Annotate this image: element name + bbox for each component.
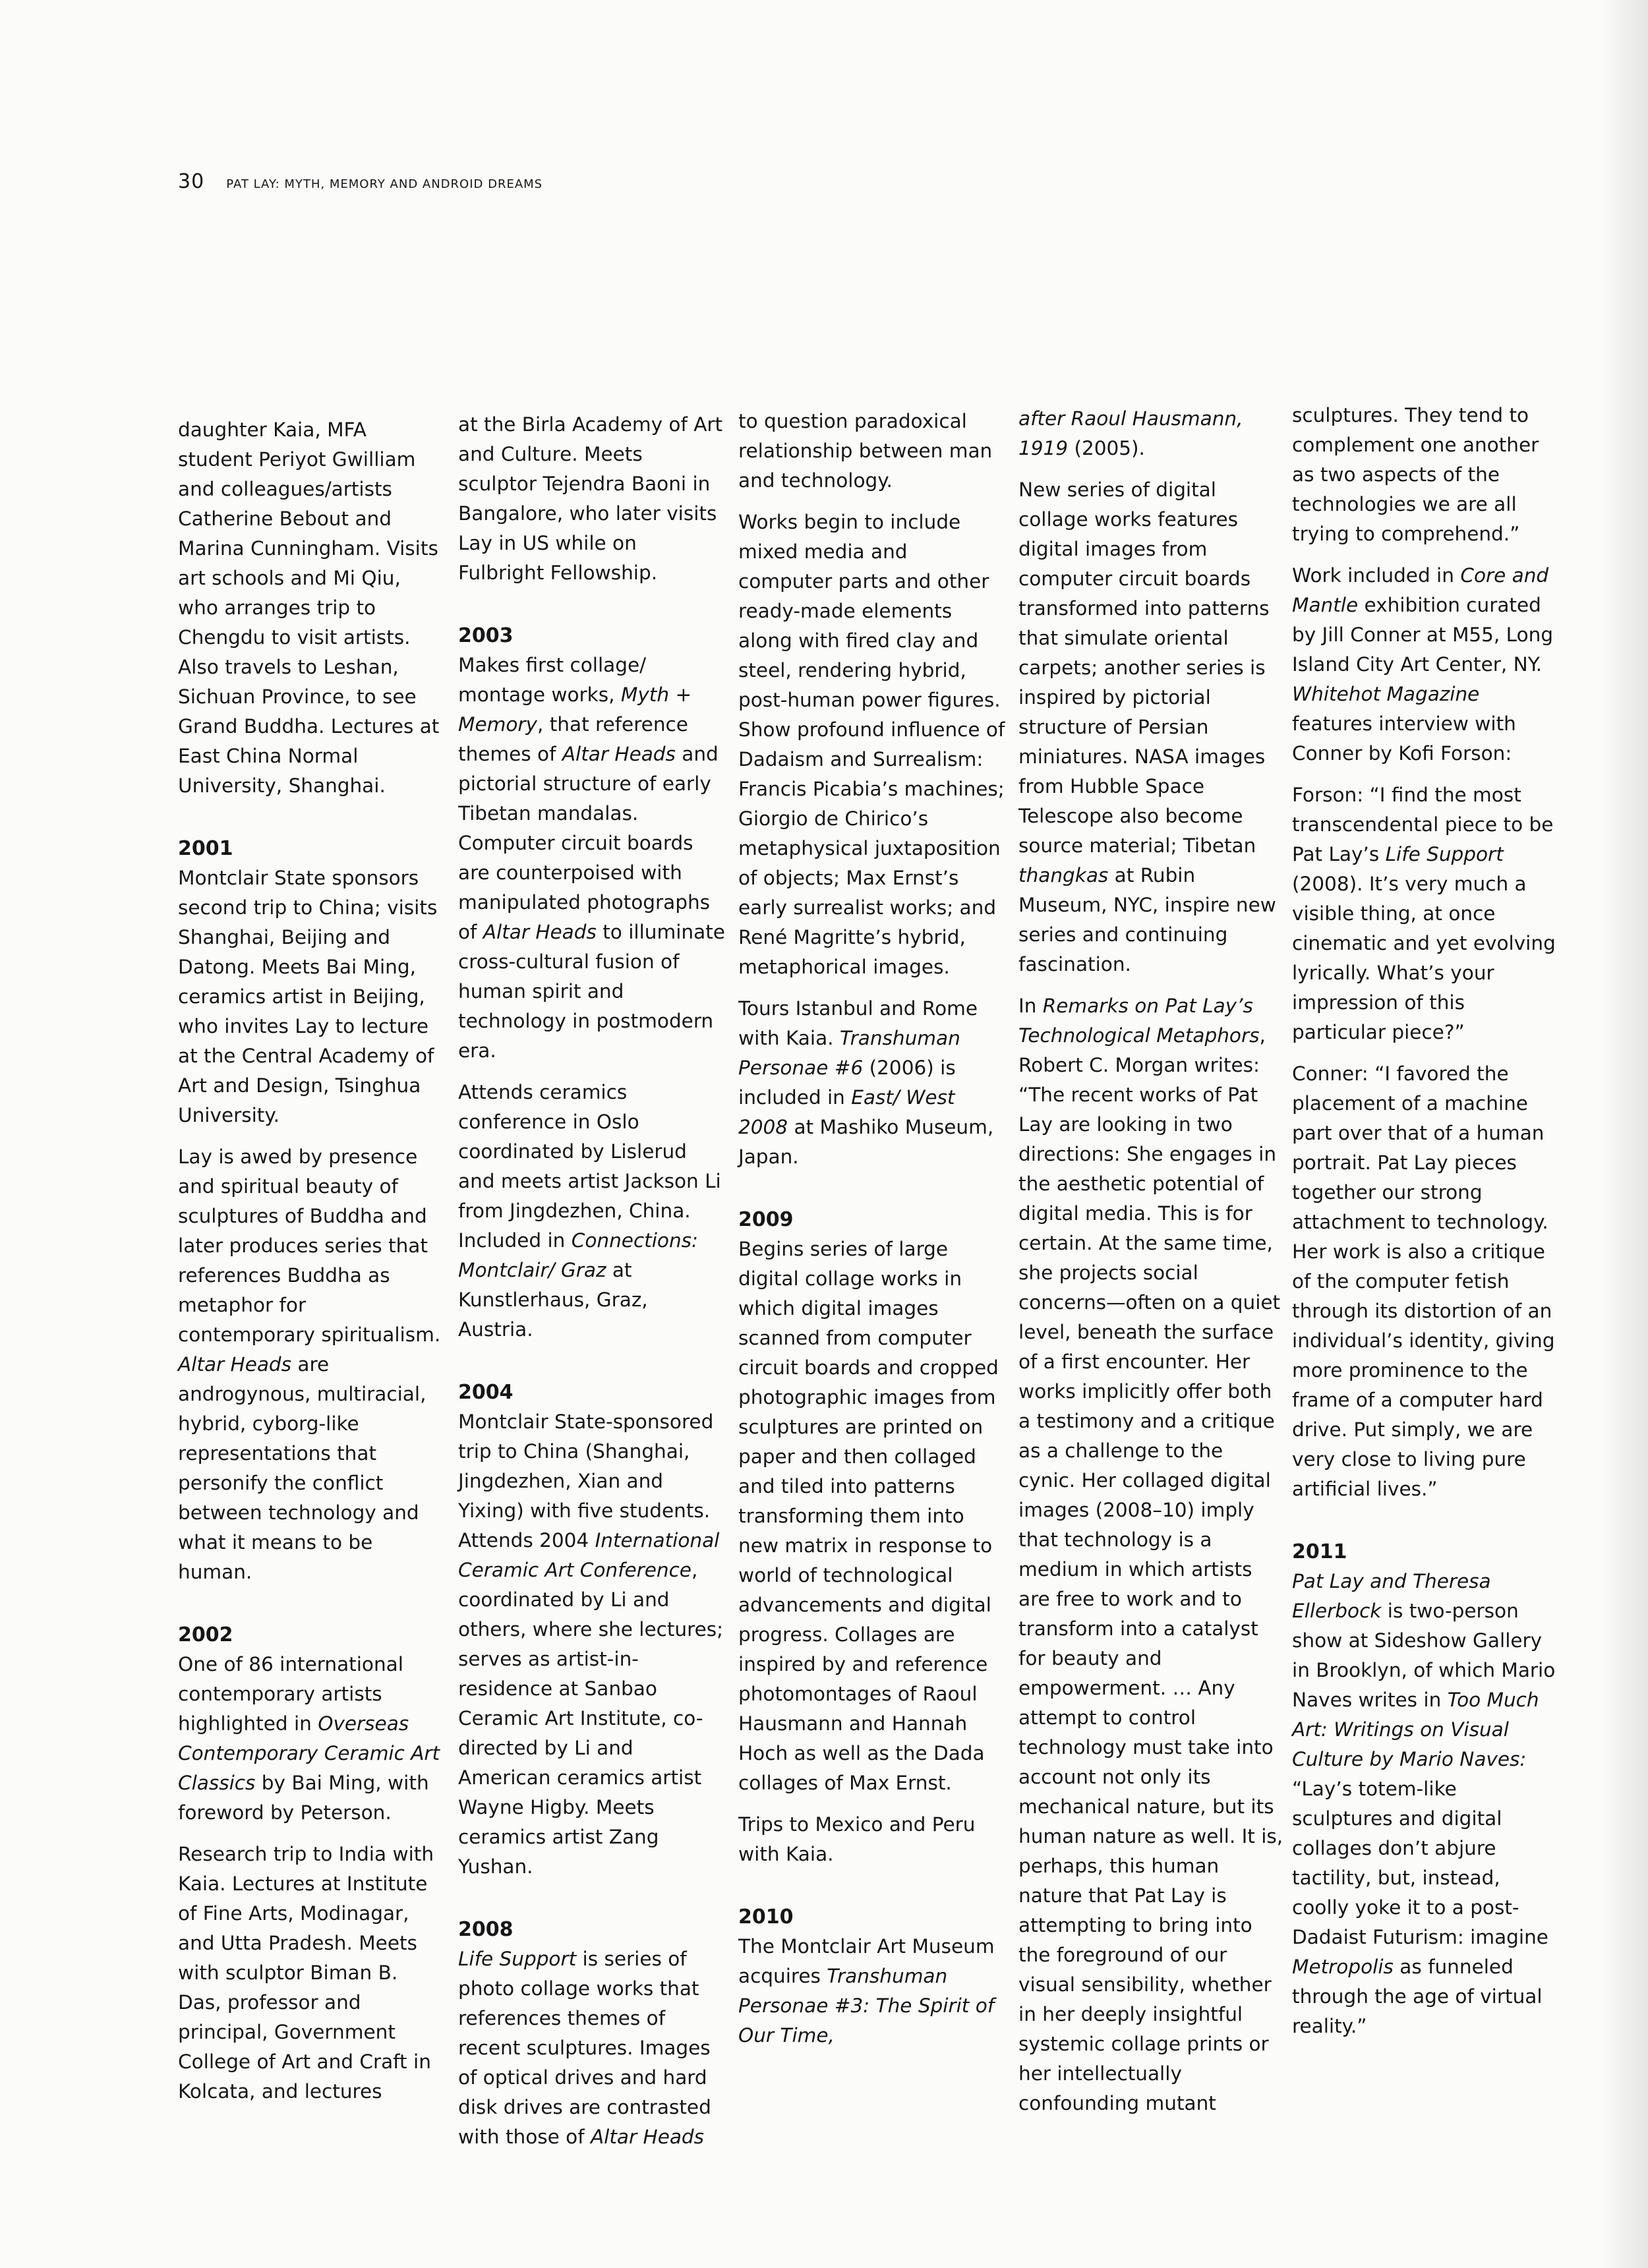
paragraph: sculptures. They tend to complement one another as two aspects of the technologies we are all trying to comprehend.” xyxy=(1292,404,1539,545)
paragraph: Attends ceramics conference in Oslo coordinated by Lislerud and meets artist Jackson Li from Jingdezhen, China. Included in Connections: Montclair/ Graz at Kunstlerhaus, Graz, Austria. xyxy=(458,1081,721,1341)
running-title: PAT LAY: MYTH, MEMORY AND ANDROID DREAMS xyxy=(226,177,543,191)
year-heading-2001: 2001 xyxy=(178,837,233,860)
paragraph: In Remarks on Pat Lay’s Technological Metaphors, Robert C. Morgan writes: “The recent works of Pat Lay are looking in two directions: She engages in the aesthetic potential of digital media. This is for certain. At the same time, she projects social concerns—often on a quiet level, beneath the surface of a first encounter. Her works implicitly offer both a testimony and a critique as a challenge to the cynic. Her collaged digital images (2008–10) imply that technology is a medium in which artists are free to work and to transform into a catalyst for beauty and empowerment. … Any attempt to control technology must take into account not only its mechanical nature, but its human nature as well. It is, perhaps, this human nature that Pat Lay is attempting to bring into the foreground of our visual sensibility, whether in her deeply insightful systemic collage prints or her intellectually confounding mutant xyxy=(1018,995,1283,2114)
paragraph: One of 86 international contemporary artists highlighted in Overseas Contemporary Ceramic Art Classics by Bai Ming, with foreword by Peterson. xyxy=(178,1653,440,1824)
paragraph: Works begin to include mixed media and computer parts and other ready-made elements along with fired clay and steel, rendering hybrid, post-human power figures. Show profound influence of Dadaism and Surrealism: Francis Picabia’s machines; Giorgio de Chirico’s metaphysical juxtaposition of objects; Max Ernst’s early surrealist works; and René Magritte’s hybrid, metaphorical images. xyxy=(738,511,1005,978)
paragraph: Life Support is series of photo collage works that references themes of recent sculptures. Images of optical drives and hard disk drives are contrasted with those of Altar Heads xyxy=(458,1948,711,2148)
paragraph: daughter Kaia, MFA student Periyot Gwilliam and colleagues/artists Catherine Bebout and Marina Cunningham. Visits art schools and Mi Qiu, who arranges trip to Chengdu to visit artists. Also travels to Leshan, Sichuan Province, to see Grand Buddha. Lectures at East China Normal University, Shanghai. xyxy=(178,419,440,797)
running-header xyxy=(178,170,543,196)
text-column-4 xyxy=(1018,404,1285,2130)
paragraph: Montclair State-sponsored trip to China (Shanghai, Jingdezhen, Xian and Yixing) with five students. Attends 2004 International Ceramic Art Conference, coordinated by Li and others, where she lectures; serves as artist-in-residence at Sanbao Ceramic Art Institute, co-directed by Li and American ceramics artist Wayne Higby. Meets ceramics artist Zang Yushan. xyxy=(458,1410,724,1878)
paragraph: Begins series of large digital collage works in which digital images scanned from computer circuit boards and cropped photographic images from sculptures are printed on paper and then collaged and tiled into patterns transforming them into new matrix in response to world of technological advancements and digital progress. Collages are inspired by and reference photomontages of Raoul Hausmann and Hannah Hoch as well as the Dada collages of Max Ernst. xyxy=(738,1238,999,1794)
text-column-1 xyxy=(178,415,445,2118)
paragraph: Conner: “I favored the placement of a machine part over that of a human portrait. Pat Lay pieces together our strong attachment to technology. Her work is also a critique of the computer fetish through its distortion of an individual’s identity, giving more prominence to the frame of a computer hard drive. Put simply, we are very close to living pure artificial lives.” xyxy=(1292,1062,1555,1500)
paragraph: Work included in Core and Mantle exhibition curated by Jill Conner at M55, Long Island City Art Center, NY. Whitehot Magazine features interview with Conner by Kofi Forson: xyxy=(1292,564,1554,765)
year-heading-2010: 2010 xyxy=(738,1905,794,1929)
binding-shadow xyxy=(1602,0,1648,2268)
paragraph: Lay is awed by presence and spiritual beauty of sculptures of Buddha and later produces series that references Buddha as metaphor for contemporary spiritualism. Altar Heads are androgynous, multiracial, hybrid, cyborg-like representations that personify the conflict between technology and what it means to be human. xyxy=(178,1146,441,1583)
paragraph: Montclair State sponsors second trip to China; visits Shanghai, Beijing and Datong. Meets Bai Ming, ceramics artist in Beijing, who invites Lay to lecture at the Central Academy of Art and Design, Tsinghua University. xyxy=(178,867,438,1126)
year-heading-2002: 2002 xyxy=(178,1623,233,1646)
paragraph: Pat Lay and Theresa Ellerbock is two-person show at Sideshow Gallery in Brooklyn, of which Mario Naves writes in Too Much Art: Writings on Visual Culture by Mario Naves: “Lay’s totem-like sculptures and digital collages don’t abjure tactility, but, instead, coolly yoke it to a post-Dadaist Futurism: imagine Metropolis as funneled through the age of virtual reality.” xyxy=(1292,1570,1556,2037)
text-column-3 xyxy=(738,407,1005,2062)
paragraph: Trips to Mexico and Peru with Kaia. xyxy=(738,1813,976,1865)
year-heading-2011: 2011 xyxy=(1292,1540,1347,1563)
paragraph: The Montclair Art Museum acquires Transhuman Personae #3: The Spirit of Our Time, xyxy=(738,1935,995,2047)
year-heading-2003: 2003 xyxy=(458,624,514,647)
year-heading-2009: 2009 xyxy=(738,1208,794,1231)
paragraph: to question paradoxical relationship between man and technology. xyxy=(738,410,993,492)
paragraph: at the Birla Academy of Art and Culture. Meets sculptor Tejendra Baoni in Bangalore, who later visits Lay in US while on Fulbright Fellowship. xyxy=(458,413,723,584)
text-column-5 xyxy=(1292,401,1559,2053)
paragraph: Tours Istanbul and Rome with Kaia. Transhuman Personae #6 (2006) is included in East/ West 2008 at Mashiko Museum, Japan. xyxy=(738,997,994,1168)
paragraph: after Raoul Hausmann, 1919 (2005). xyxy=(1018,407,1243,459)
year-heading-2004: 2004 xyxy=(458,1381,514,1404)
paragraph: Makes first collage/ montage works, Myth + Memory, that reference themes of Altar Heads and pictorial structure of early Tibetan mandalas. Computer circuit boards are counterpoised with manipulated photographs of Altar Heads to illuminate cross-cultural fusion of human spirit and technology in postmodern era. xyxy=(458,654,725,1062)
paragraph: Research trip to India with Kaia. Lectures at Institute of Fine Arts, Modinagar, and Utta Pradesh. Meets with sculptor Biman B. Das, professor and principal, Government College of Art and Craft in Kolcata, and lectures xyxy=(178,1843,434,2103)
year-heading-2008: 2008 xyxy=(458,1918,514,1941)
page-number: 30 xyxy=(178,170,205,193)
paragraph: Forson: “I find the most transcendental piece to be Pat Lay’s Life Support (2008). It’s very much a visible thing, at once cinematic and yet evolving lyrically. What’s your impression of this particular piece?” xyxy=(1292,784,1556,1043)
paragraph: New series of digital collage works features digital images from computer circuit boards transformed into patterns that simulate oriental carpets; another series is inspired by pictorial structure of Persian miniatures. NASA images from Hubble Space Telescope also become source material; Tibetan thangkas at Rubin Museum, NYC, inspire new series and continuing fascination. xyxy=(1018,479,1276,975)
text-column-2 xyxy=(458,410,725,2164)
